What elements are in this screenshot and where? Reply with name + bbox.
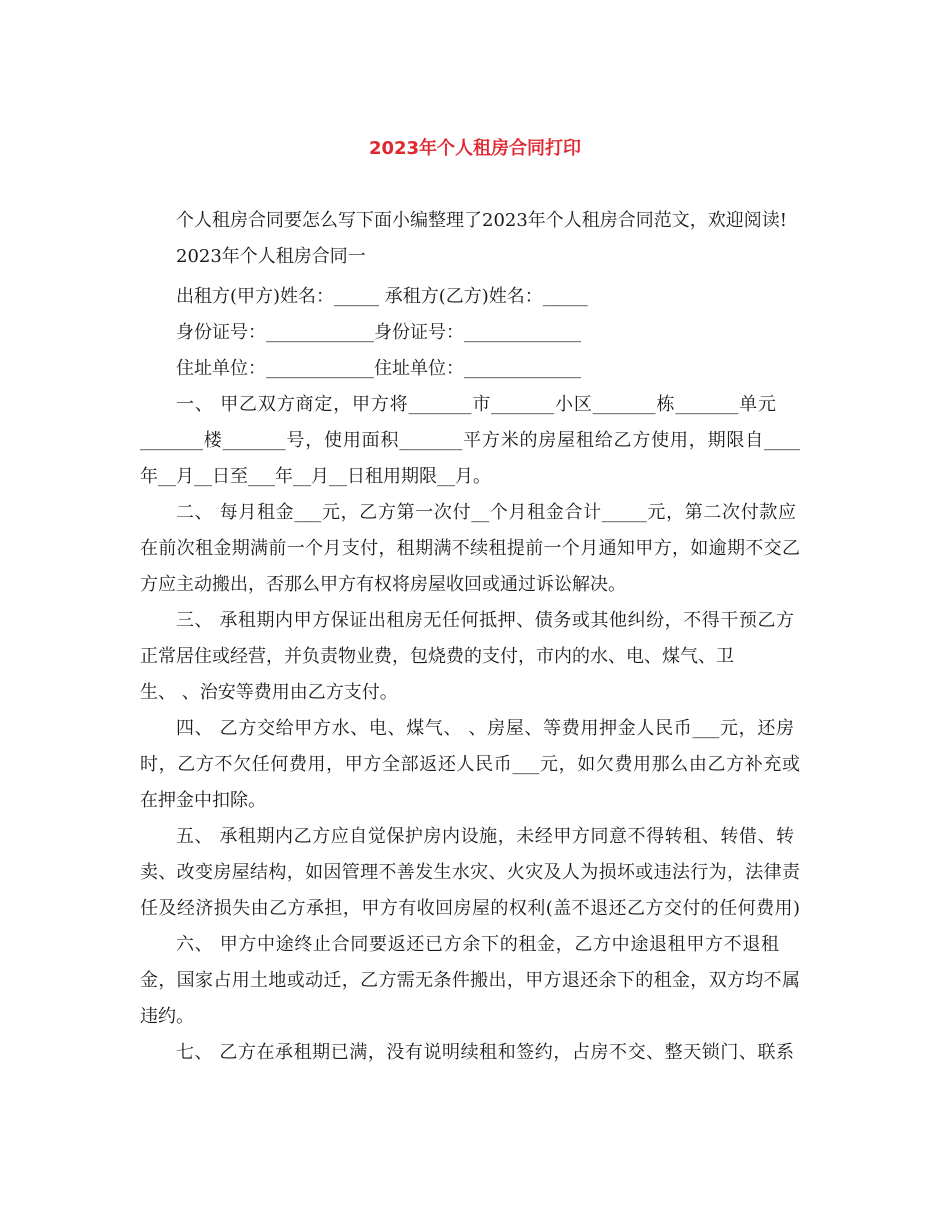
id-number-line: 身份证号：____________身份证号：_____________ xyxy=(176,322,581,343)
clause-4-line-3: 在押金中扣除。 xyxy=(140,790,266,811)
clause-5-line-3: 任及经济损失由乙方承担，甲方有收回房屋的权利(盖不退还乙方交付的任何费用) xyxy=(140,898,800,919)
clause-1-line-2: _______楼_______号，使用面积_______平方米的房屋租给乙方使用，期限自____ xyxy=(140,430,800,451)
clause-1-line-1: 一、 甲乙双方商定，甲方将_______市_______小区_______栋_______单元 xyxy=(176,394,776,415)
clause-3-line-1: 三、 承租期内甲方保证出租房无任何抵押、债务或其他纠纷，不得干预乙方 xyxy=(176,610,794,631)
intro-line: 个人租房合同要怎么写下面小编整理了2023年个人租房合同范文，欢迎阅读! xyxy=(176,210,788,231)
clause-4-line-1: 四、 乙方交给甲方水、电、煤气、 、房屋、等费用押金人民币___元，还房 xyxy=(176,718,794,739)
clause-6-line-1: 六、 甲方中途终止合同要返还已方余下的租金，乙方中途退租甲方不退租 xyxy=(176,934,779,955)
clause-3-line-2: 正常居住或经营，并负责物业费，包烧费的支付，市内的水、电、煤气、卫 xyxy=(140,646,734,667)
address-line: 住址单位：____________住址单位：_____________ xyxy=(176,358,581,379)
clause-2-line-1: 二、 每月租金___元，乙方第一次付__个月租金合计_____元，第二次付款应 xyxy=(176,502,796,523)
clause-6-line-3: 违约。 xyxy=(140,1006,194,1027)
clause-2-line-3: 方应主动搬出，否那么甲方有权将房屋收回或通过诉讼解决。 xyxy=(140,574,626,595)
clause-2-line-2: 在前次租金期满前一个月支付，租期满不续租提前一个月通知甲方，如逾期不交乙 xyxy=(140,538,800,559)
clause-1-line-3: 年__月__日至___年__月__日租用期限__月。 xyxy=(140,466,491,487)
clause-5-line-1: 五、 承租期内乙方应自觉保护房内设施，未经甲方同意不得转租、转借、转 xyxy=(176,826,794,847)
clause-4-line-2: 时，乙方不欠任何费用，甲方全部返还人民币___元，如欠费用那么由乙方补充或 xyxy=(140,754,800,775)
clause-7-line-1: 七、 乙方在承租期已满，没有说明续租和签约，占房不交、整天锁门、联系 xyxy=(176,1042,794,1063)
clause-6-line-2: 金，国家占用土地或动迁，乙方需无条件搬出，甲方退还余下的租金，双方均不属 xyxy=(140,970,800,991)
clause-5-line-2: 卖、改变房屋结构，如因管理不善发生水灾、火灾及人为损坏或违法行为，法律责 xyxy=(140,862,800,883)
document-title: 2023年个人租房合同打印 xyxy=(368,138,582,159)
party-names-line: 出租方(甲方)姓名：_____ 承租方(乙方)姓名：_____ xyxy=(176,286,588,307)
contract-heading: 2023年个人租房合同一 xyxy=(176,246,366,267)
clause-3-line-3: 生、 、治安等费用由乙方支付。 xyxy=(140,682,398,703)
